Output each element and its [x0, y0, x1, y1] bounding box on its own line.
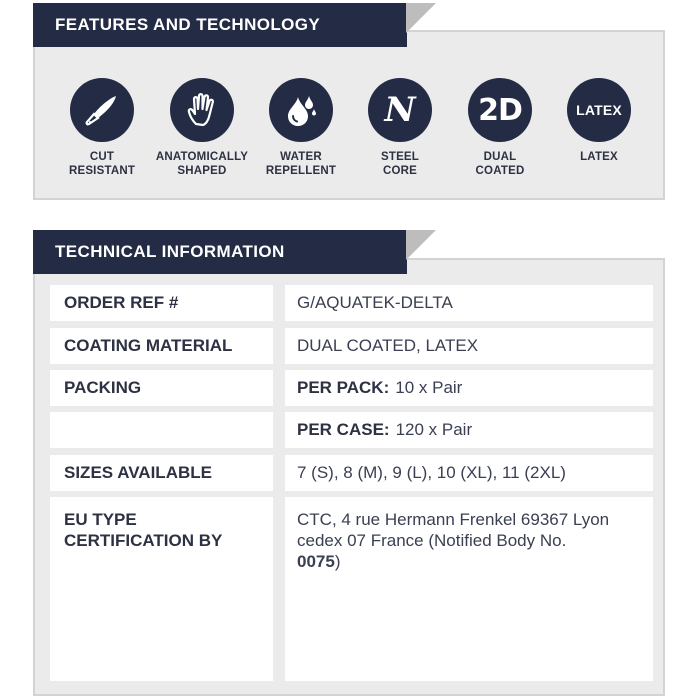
technical-header-notch	[406, 230, 436, 260]
certification-label-line1: EU TYPE	[64, 510, 137, 529]
order-ref-value: G/AQUATEK-DELTA	[285, 285, 653, 321]
coating-material-label: COATING MATERIAL	[50, 328, 273, 364]
coating-material-value: DUAL COATED, LATEX	[285, 328, 653, 364]
features-row	[50, 78, 650, 188]
steel-core-icon-text: N	[384, 90, 416, 130]
per-pack-label: PER PACK:	[297, 378, 390, 397]
feature-label-line2: COATED	[475, 165, 525, 177]
feature-label-line2: SHAPED	[177, 165, 227, 177]
sizes-available-value: 7 (S), 8 (M), 9 (L), 10 (XL), 11 (2XL)	[285, 455, 653, 491]
certification-line1: CTC, 4 rue Hermann Frenkel 69367 Lyon	[297, 510, 610, 529]
knife-icon	[70, 78, 134, 142]
feature-label-line2: REPELLENT	[265, 165, 337, 177]
feature-label-line1: CUT	[89, 151, 115, 163]
packing-empty-cell	[50, 412, 273, 448]
per-case-label: PER CASE:	[297, 420, 390, 439]
2d-icon	[468, 78, 532, 142]
feature-label-line2: CORE	[382, 165, 418, 177]
2d-icon-text: 2D	[478, 92, 522, 128]
notified-body-number: 0075	[297, 552, 335, 571]
certification-line2: cedex 07 France (Notified Body No.	[297, 531, 567, 550]
feature-dual-coated	[448, 78, 552, 178]
latex-icon-text: LATEX	[576, 102, 622, 118]
per-case-value: 120 x Pair	[395, 420, 473, 439]
feature-label-line1: WATER	[280, 151, 322, 163]
features-header-notch	[406, 3, 436, 33]
feature-latex	[547, 78, 651, 164]
per-case-cell	[285, 412, 653, 448]
water-drop-icon	[269, 78, 333, 142]
packing-label: PACKING	[50, 370, 273, 406]
per-pack-value: 10 x Pair	[395, 378, 463, 397]
feature-label-line1: LATEX	[580, 151, 618, 163]
per-pack-cell	[285, 370, 653, 406]
features-header: FEATURES AND TECHNOLOGY	[33, 3, 407, 47]
feature-label-line1: ANATOMICALLY	[155, 151, 249, 163]
sizes-available-label: SIZES AVAILABLE	[50, 455, 273, 491]
feature-label-line1: DUAL	[483, 151, 517, 163]
feature-label-line2: RESISTANT	[68, 165, 136, 177]
feature-steel-core	[348, 78, 452, 178]
certification-close: )	[334, 552, 341, 571]
order-ref-label: ORDER REF #	[50, 285, 273, 321]
feature-water-repellent	[249, 78, 353, 178]
feature-label-line1: STEEL	[380, 151, 420, 163]
steel-core-icon	[368, 78, 432, 142]
feature-anatomically-shaped	[150, 78, 254, 178]
feature-cut-resistant	[50, 78, 154, 178]
certification-label	[50, 497, 273, 681]
latex-icon	[567, 78, 631, 142]
hand-icon	[170, 78, 234, 142]
technical-header: TECHNICAL INFORMATION	[33, 230, 407, 274]
certification-label-line2: CERTIFICATION BY	[64, 531, 223, 550]
certification-value	[285, 497, 653, 681]
